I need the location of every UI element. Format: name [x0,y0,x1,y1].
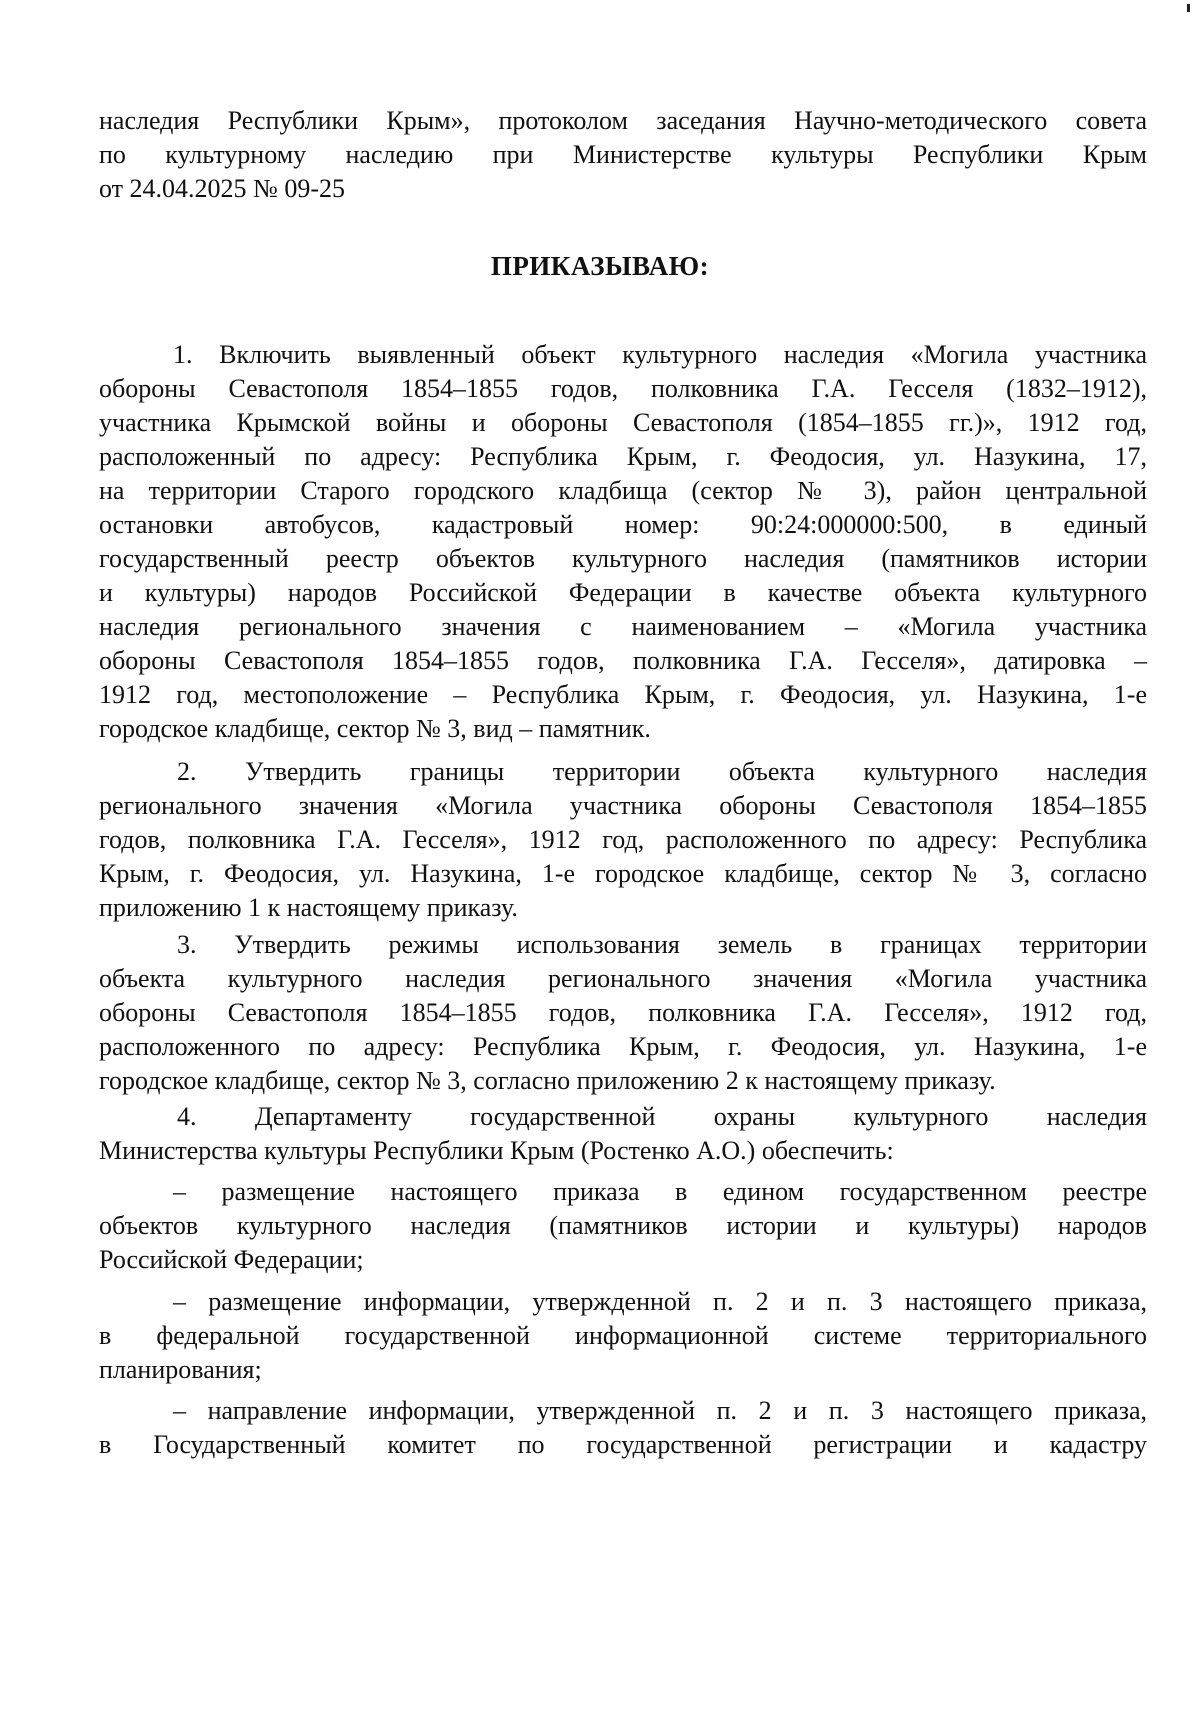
item-line: городское кладбище, сектор № 3, согласно приложению 2 к настоящему приказу. [99,1066,996,1095]
bullet-line: в федеральной государственной информационной системе территориального [99,1321,1147,1350]
bullet-line: – направление информации, утвержденной п. 2 и п. 3 настоящего приказа, [173,1396,1147,1425]
item-line: 1. Включить выявленный объект культурного наследия «Могила участника [173,340,1147,369]
item-line: на территории Старого городского кладбища (сектор № 3), район центральной [99,476,1147,505]
item-line: расположенный по адресу: Республика Крым, г. Феодосия, ул. Назукина, 17, [99,442,1147,471]
item-line: Крым, г. Феодосия, ул. Назукина, 1-е городское кладбище, сектор № 3, согласно [99,859,1147,888]
item-4-paragraph [99,1100,1147,1168]
bullet-2-paragraph [99,1285,1147,1387]
item-line: 2. Утвердить границы территории объекта культурного наследия [177,757,1147,786]
item-line: обороны Севастополя 1854–1855 годов, полковника Г.А. Гесселя (1832–1912), [99,374,1147,403]
item-line: участника Крымской войны и обороны Севастополя (1854–1855 гг.)», 1912 год, [99,408,1147,437]
scan-corner-mark [1187,4,1190,12]
intro-paragraph [99,104,1147,206]
item-line: обороны Севастополя 1854–1855 годов, полковника Г.А. Гесселя», датировка – [99,646,1147,675]
item-line: и культуры) народов Российской Федерации в качестве объекта культурного [99,578,1147,607]
item-line: наследия регионального значения с наименованием – «Могила участника [99,612,1147,641]
item-line: Министерства культуры Республики Крым (Ростенко А.О.) обеспечить: [99,1136,894,1165]
bullet-line: в Государственный комитет по государственной регистрации и кадастру [99,1430,1147,1459]
bullet-1-paragraph [99,1175,1147,1277]
intro-line: по культурному наследию при Министерстве культуры Республики Крым [99,140,1147,169]
item-line: 3. Утвердить режимы использования земель в границах территории [177,930,1147,959]
item-2-paragraph [99,755,1147,925]
item-line: обороны Севастополя 1854–1855 годов, полковника Г.А. Гесселя», 1912 год, [99,998,1147,1027]
item-line: остановки автобусов, кадастровый номер: 90:24:000000:500, в единый [99,510,1147,539]
item-line: государственный реестр объектов культурного наследия (памятников истории [99,544,1147,573]
bullet-line: объектов культурного наследия (памятников истории и культуры) народов [99,1211,1147,1240]
item-line: объекта культурного наследия регионального значения «Могила участника [99,964,1147,993]
intro-line: наследия Республики Крым», протоколом заседания Научно-методического совета [99,106,1147,135]
item-line: приложению 1 к настоящему приказу. [99,893,518,922]
item-line: 1912 год, местоположение – Республика Крым, г. Феодосия, ул. Назукина, 1-е [99,680,1147,709]
bullet-line: Российской Федерации; [99,1245,364,1274]
item-3-paragraph [99,928,1147,1098]
intro-line: от 24.04.2025 № 09-25 [99,174,345,203]
bullet-line: – размещение настоящего приказа в едином государственном реестре [173,1177,1147,1206]
item-1-paragraph [99,338,1147,746]
bullet-line: – размещение информации, утвержденной п. 2 и п. 3 настоящего приказа, [173,1287,1147,1316]
item-line: расположенного по адресу: Республика Крым, г. Феодосия, ул. Назукина, 1-е [99,1032,1147,1061]
item-line: годов, полковника Г.А. Гесселя», 1912 год, расположенного по адресу: Республика [99,825,1147,854]
bullet-line: планирования; [99,1355,262,1384]
item-line: регионального значения «Могила участника обороны Севастополя 1854–1855 [99,791,1147,820]
bullet-3-paragraph [99,1394,1147,1462]
order-heading: ПРИКАЗЫВАЮ: [490,251,710,281]
item-line: городское кладбище, сектор № 3, вид – памятник. [99,714,651,743]
item-line: 4. Департаменту государственной охраны культурного наследия [177,1102,1147,1131]
